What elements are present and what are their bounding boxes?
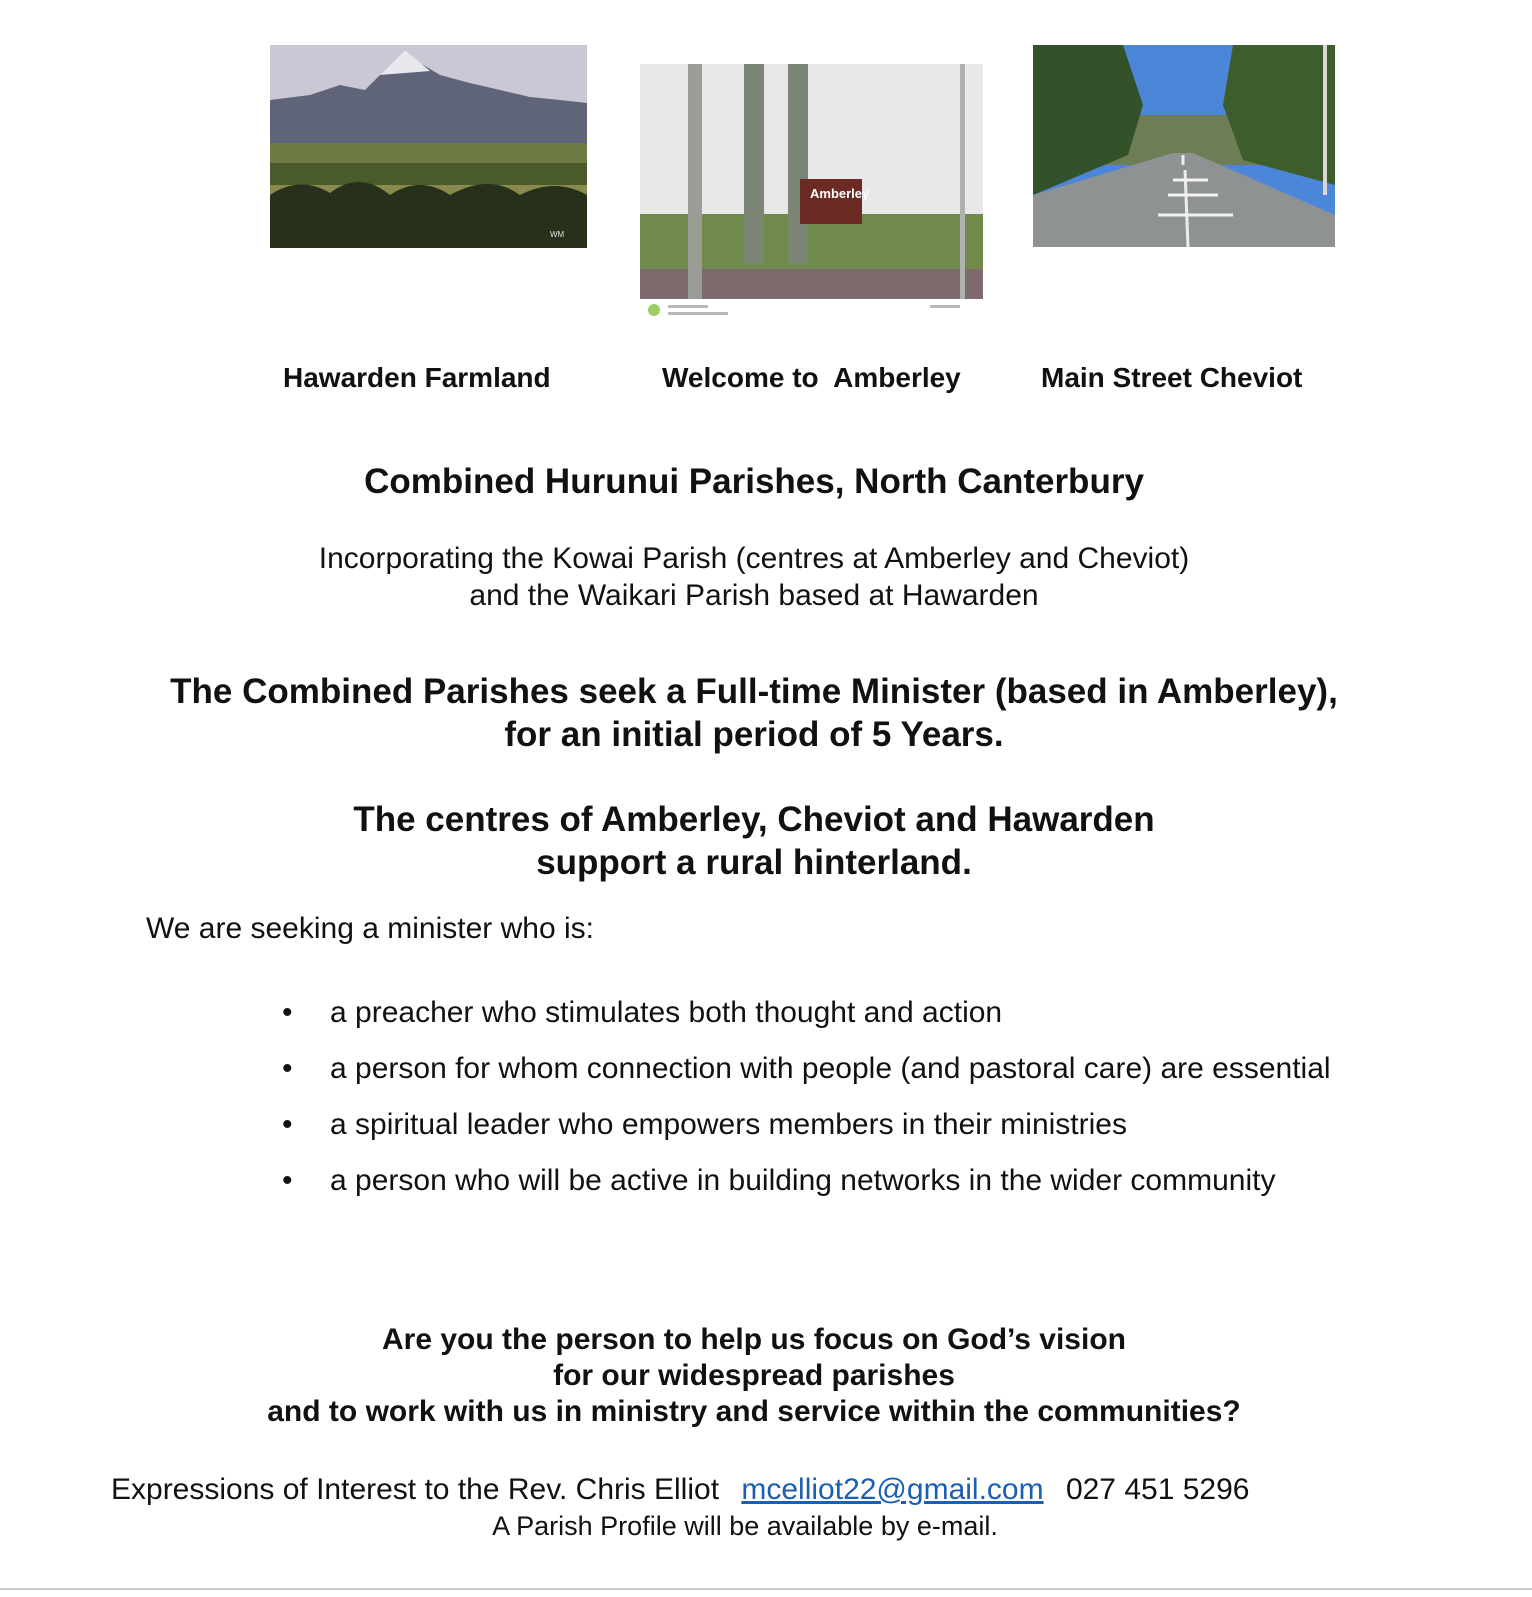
subheading <box>0 540 1508 614</box>
contact-line <box>111 1473 1249 1507</box>
bullet-icon: • <box>282 1052 293 1085</box>
subheading-line-1: Incorporating the Kowai Parish (centres at Amberley and Cheviot) <box>318 542 1190 575</box>
bullet-icon: • <box>282 996 293 1029</box>
criteria-intro: We are seeking a minister who is: <box>146 912 594 945</box>
list-item <box>0 1041 1340 1097</box>
email-link[interactable]: mcelliot22@gmail.com <box>741 1473 1044 1506</box>
announcement-line-2: for an initial period of 5 Years. <box>504 715 1004 754</box>
page-title: Combined Hurunui Parishes, North Canterbury <box>364 462 1144 501</box>
bullet-icon: • <box>282 1164 293 1197</box>
bullet-icon: • <box>282 1108 293 1141</box>
photo-caption-farmland: Hawarden Farmland <box>283 362 551 393</box>
photo-caption-cheviot: Main Street Cheviot <box>1041 362 1303 393</box>
list-item-text: a person for whom connection with people (and pastoral care) are essential <box>330 1052 1331 1085</box>
page-divider <box>0 1588 1532 1590</box>
list-item-text: a person who will be active in building networks in the wider community <box>330 1164 1276 1197</box>
subheading-line-2: and the Waikari Parish based at Hawarden <box>469 579 1039 612</box>
centres-statement <box>0 798 1508 884</box>
question-line-3: and to work with us in ministry and service within the communities? <box>267 1395 1241 1428</box>
criteria-list <box>0 985 1340 1209</box>
sign-text: Amberley <box>810 186 870 201</box>
farmland-photo <box>270 45 587 248</box>
list-item-text: a spiritual leader who empowers members in their ministries <box>330 1108 1127 1141</box>
list-item <box>0 985 1340 1041</box>
list-item <box>0 1153 1340 1209</box>
list-item <box>0 1097 1340 1153</box>
photo-watermark: WM <box>550 230 565 239</box>
centres-line-2: support a rural hinterland. <box>536 843 972 882</box>
phone-number: 027 451 5296 <box>1065 1473 1250 1506</box>
closing-question <box>0 1322 1508 1430</box>
question-line-2: for our widespread parishes <box>553 1359 955 1392</box>
contact-prefix: Expressions of Interest to the Rev. Chris Elliot <box>111 1473 720 1506</box>
photo-caption-amberley: Welcome to Amberley <box>662 362 961 393</box>
centres-line-1: The centres of Amberley, Cheviot and Hawarden <box>353 800 1155 839</box>
position-announcement <box>0 670 1508 756</box>
profile-note: A Parish Profile will be available by e-mail. <box>492 1511 998 1541</box>
announcement-line-1: The Combined Parishes seek a Full-time Minister (based in Amberley), <box>170 672 1338 711</box>
amberley-sign-photo <box>640 64 983 326</box>
list-item-text: a preacher who stimulates both thought and action <box>330 996 1003 1029</box>
street-photo <box>1033 45 1335 247</box>
question-line-1: Are you the person to help us focus on God’s vision <box>382 1323 1126 1356</box>
